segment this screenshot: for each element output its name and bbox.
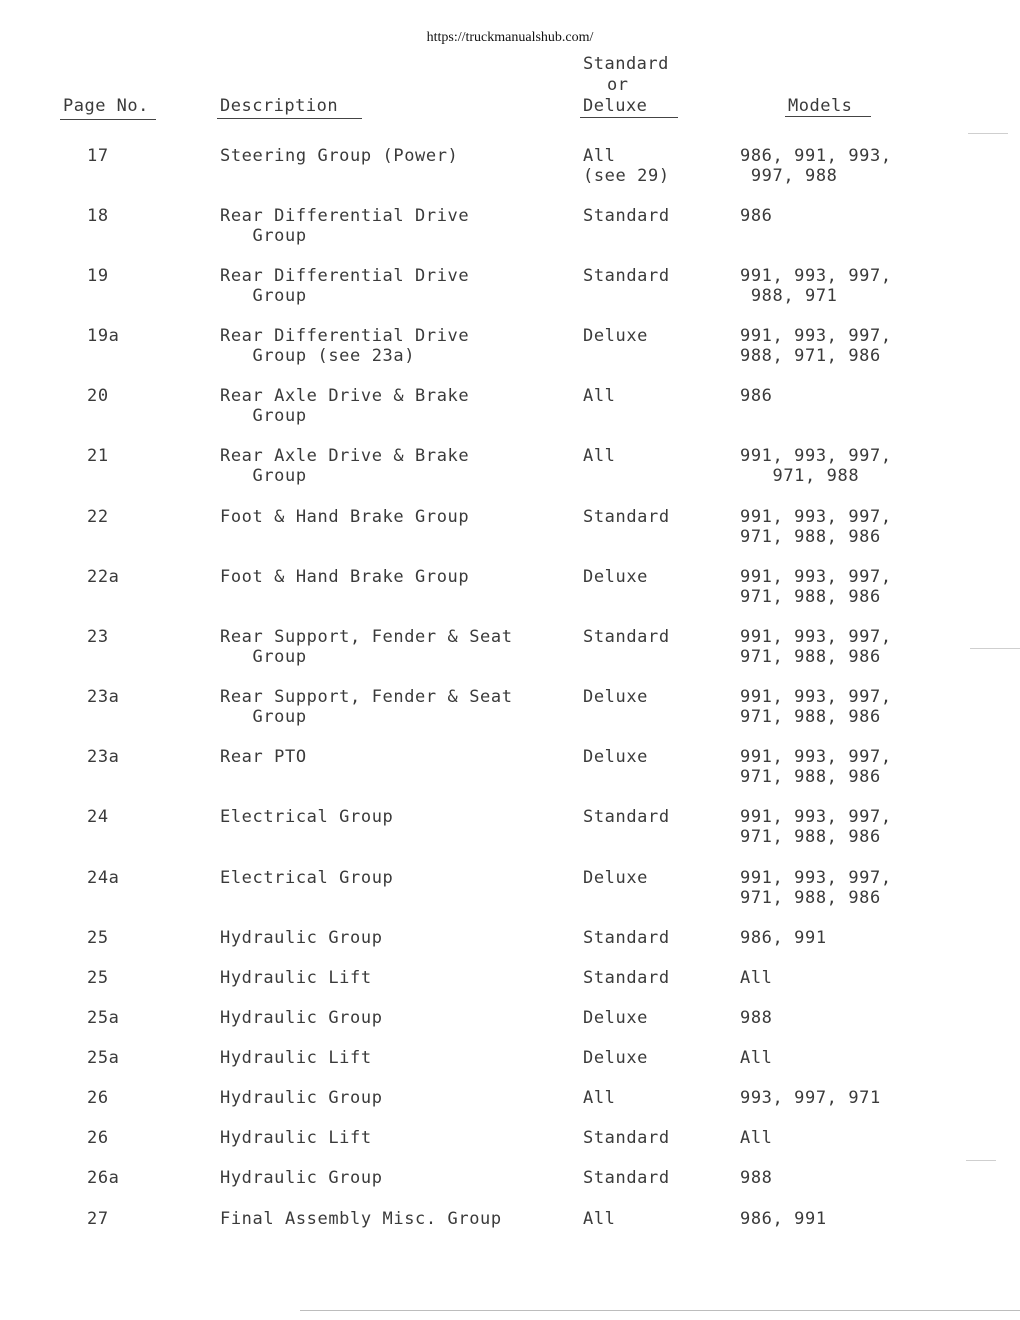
scan-mark: [966, 1160, 996, 1161]
description-cell: Rear Differential Drive: [220, 266, 470, 286]
standard-or-deluxe-cell: Standard: [583, 807, 670, 827]
page-number-cell: 23: [87, 627, 109, 647]
page-number-cell: 22: [87, 507, 109, 527]
description-cell: Hydraulic Group: [220, 1008, 383, 1028]
header-description: Description: [220, 96, 339, 116]
models-cell: 971, 988, 986: [740, 707, 881, 727]
models-cell: 997, 988: [740, 166, 838, 186]
description-cell: Rear Differential Drive: [220, 326, 470, 346]
description-cell: Final Assembly Misc. Group: [220, 1209, 502, 1229]
models-cell: 991, 993, 997,: [740, 627, 892, 647]
models-cell: 986, 991, 993,: [740, 146, 892, 166]
description-cell: Rear PTO: [220, 747, 307, 767]
description-cell: Foot & Hand Brake Group: [220, 567, 470, 587]
page-number-cell: 25a: [87, 1008, 120, 1028]
standard-or-deluxe-cell: Deluxe: [583, 868, 649, 888]
standard-or-deluxe-cell: All: [583, 386, 616, 406]
models-cell: 988: [740, 1168, 773, 1188]
page-number-cell: 19: [87, 266, 109, 286]
description-cell: Hydraulic Group: [220, 1168, 383, 1188]
standard-or-deluxe-cell: Standard: [583, 1168, 670, 1188]
description-cell: Group (see 23a): [220, 346, 416, 366]
models-cell: All: [740, 1048, 773, 1068]
page-number-cell: 24: [87, 807, 109, 827]
header-standard-line-1: Standard: [583, 54, 669, 74]
page-number-cell: 22a: [87, 567, 120, 587]
models-cell: 971, 988, 986: [740, 827, 881, 847]
header-standard-line-2: or: [607, 75, 629, 95]
header-page-no-underline: [60, 119, 156, 120]
description-cell: Foot & Hand Brake Group: [220, 507, 470, 527]
description-cell: Steering Group (Power): [220, 146, 459, 166]
models-cell: 991, 993, 997,: [740, 567, 892, 587]
standard-or-deluxe-cell: Standard: [583, 266, 670, 286]
scan-mark: [970, 648, 1020, 649]
models-cell: 991, 993, 997,: [740, 326, 892, 346]
page-number-cell: 26: [87, 1088, 109, 1108]
models-cell: 991, 993, 997,: [740, 446, 892, 466]
standard-or-deluxe-cell: Deluxe: [583, 1008, 649, 1028]
models-cell: 986: [740, 386, 773, 406]
description-cell: Hydraulic Lift: [220, 968, 372, 988]
description-cell: Hydraulic Lift: [220, 1128, 372, 1148]
standard-or-deluxe-cell: Deluxe: [583, 567, 649, 587]
description-cell: Hydraulic Lift: [220, 1048, 372, 1068]
page-number-cell: 23a: [87, 687, 120, 707]
page-number-cell: 25: [87, 968, 109, 988]
page-number-cell: 23a: [87, 747, 120, 767]
header-models: Models: [788, 96, 853, 116]
description-cell: Rear Support, Fender & Seat: [220, 627, 513, 647]
description-cell: Electrical Group: [220, 868, 394, 888]
page-number-cell: 17: [87, 146, 109, 166]
description-cell: Group: [220, 707, 307, 727]
standard-or-deluxe-cell: All: [583, 446, 616, 466]
description-cell: Group: [220, 226, 307, 246]
models-cell: 991, 993, 997,: [740, 868, 892, 888]
standard-or-deluxe-cell: (see 29): [583, 166, 670, 186]
page-number-cell: 24a: [87, 868, 120, 888]
standard-or-deluxe-cell: Standard: [583, 968, 670, 988]
standard-or-deluxe-cell: Standard: [583, 928, 670, 948]
models-cell: 991, 993, 997,: [740, 687, 892, 707]
models-cell: 971, 988, 986: [740, 888, 881, 908]
models-cell: 991, 993, 997,: [740, 507, 892, 527]
models-cell: 991, 993, 997,: [740, 266, 892, 286]
models-cell: 986, 991: [740, 928, 827, 948]
description-cell: Rear Axle Drive & Brake: [220, 386, 470, 406]
standard-or-deluxe-cell: All: [583, 1209, 616, 1229]
description-cell: Hydraulic Group: [220, 928, 383, 948]
models-cell: 971, 988, 986: [740, 767, 881, 787]
standard-or-deluxe-cell: Standard: [583, 1128, 670, 1148]
source-url[interactable]: https://truckmanualshub.com/: [426, 30, 594, 45]
standard-or-deluxe-cell: Standard: [583, 627, 670, 647]
models-cell: All: [740, 1128, 773, 1148]
standard-or-deluxe-cell: Standard: [583, 507, 670, 527]
page-number-cell: 26: [87, 1128, 109, 1148]
standard-or-deluxe-cell: All: [583, 1088, 616, 1108]
description-cell: Rear Axle Drive & Brake: [220, 446, 470, 466]
standard-or-deluxe-cell: Deluxe: [583, 1048, 649, 1068]
models-cell: 986, 991: [740, 1209, 827, 1229]
models-cell: 988: [740, 1008, 773, 1028]
header-standard-line-3: Deluxe: [583, 96, 648, 116]
scan-edge-line: [300, 1310, 1020, 1311]
page-number-cell: 25: [87, 928, 109, 948]
standard-or-deluxe-cell: Deluxe: [583, 326, 649, 346]
models-cell: 991, 993, 997,: [740, 747, 892, 767]
standard-or-deluxe-cell: Standard: [583, 206, 670, 226]
models-cell: 993, 997, 971: [740, 1088, 881, 1108]
models-cell: 988, 971: [740, 286, 838, 306]
page-number-cell: 20: [87, 386, 109, 406]
standard-or-deluxe-cell: All: [583, 146, 616, 166]
description-cell: Hydraulic Group: [220, 1088, 383, 1108]
header-description-underline: [217, 118, 362, 119]
standard-or-deluxe-cell: Deluxe: [583, 747, 649, 767]
models-cell: 971, 988, 986: [740, 527, 881, 547]
models-cell: 991, 993, 997,: [740, 807, 892, 827]
header-models-underline: [785, 116, 871, 117]
models-cell: 971, 988, 986: [740, 647, 881, 667]
page-number-cell: 27: [87, 1209, 109, 1229]
models-cell: 988, 971, 986: [740, 346, 881, 366]
page-number-cell: 25a: [87, 1048, 120, 1068]
description-cell: Group: [220, 647, 307, 667]
description-cell: Group: [220, 406, 307, 426]
description-cell: Rear Differential Drive: [220, 206, 470, 226]
models-cell: 986: [740, 206, 773, 226]
description-cell: Group: [220, 466, 307, 486]
standard-or-deluxe-cell: Deluxe: [583, 687, 649, 707]
scan-mark: [968, 133, 1008, 134]
page-number-cell: 26a: [87, 1168, 120, 1188]
description-cell: Rear Support, Fender & Seat: [220, 687, 513, 707]
description-cell: Electrical Group: [220, 807, 394, 827]
models-cell: All: [740, 968, 773, 988]
page-number-cell: 21: [87, 446, 109, 466]
page-number-cell: 18: [87, 206, 109, 226]
header-standard-underline: [580, 117, 678, 118]
header-page-no: Page No.: [63, 96, 149, 116]
models-cell: 971, 988, 986: [740, 587, 881, 607]
models-cell: 971, 988: [740, 466, 860, 486]
description-cell: Group: [220, 286, 307, 306]
page-number-cell: 19a: [87, 326, 120, 346]
